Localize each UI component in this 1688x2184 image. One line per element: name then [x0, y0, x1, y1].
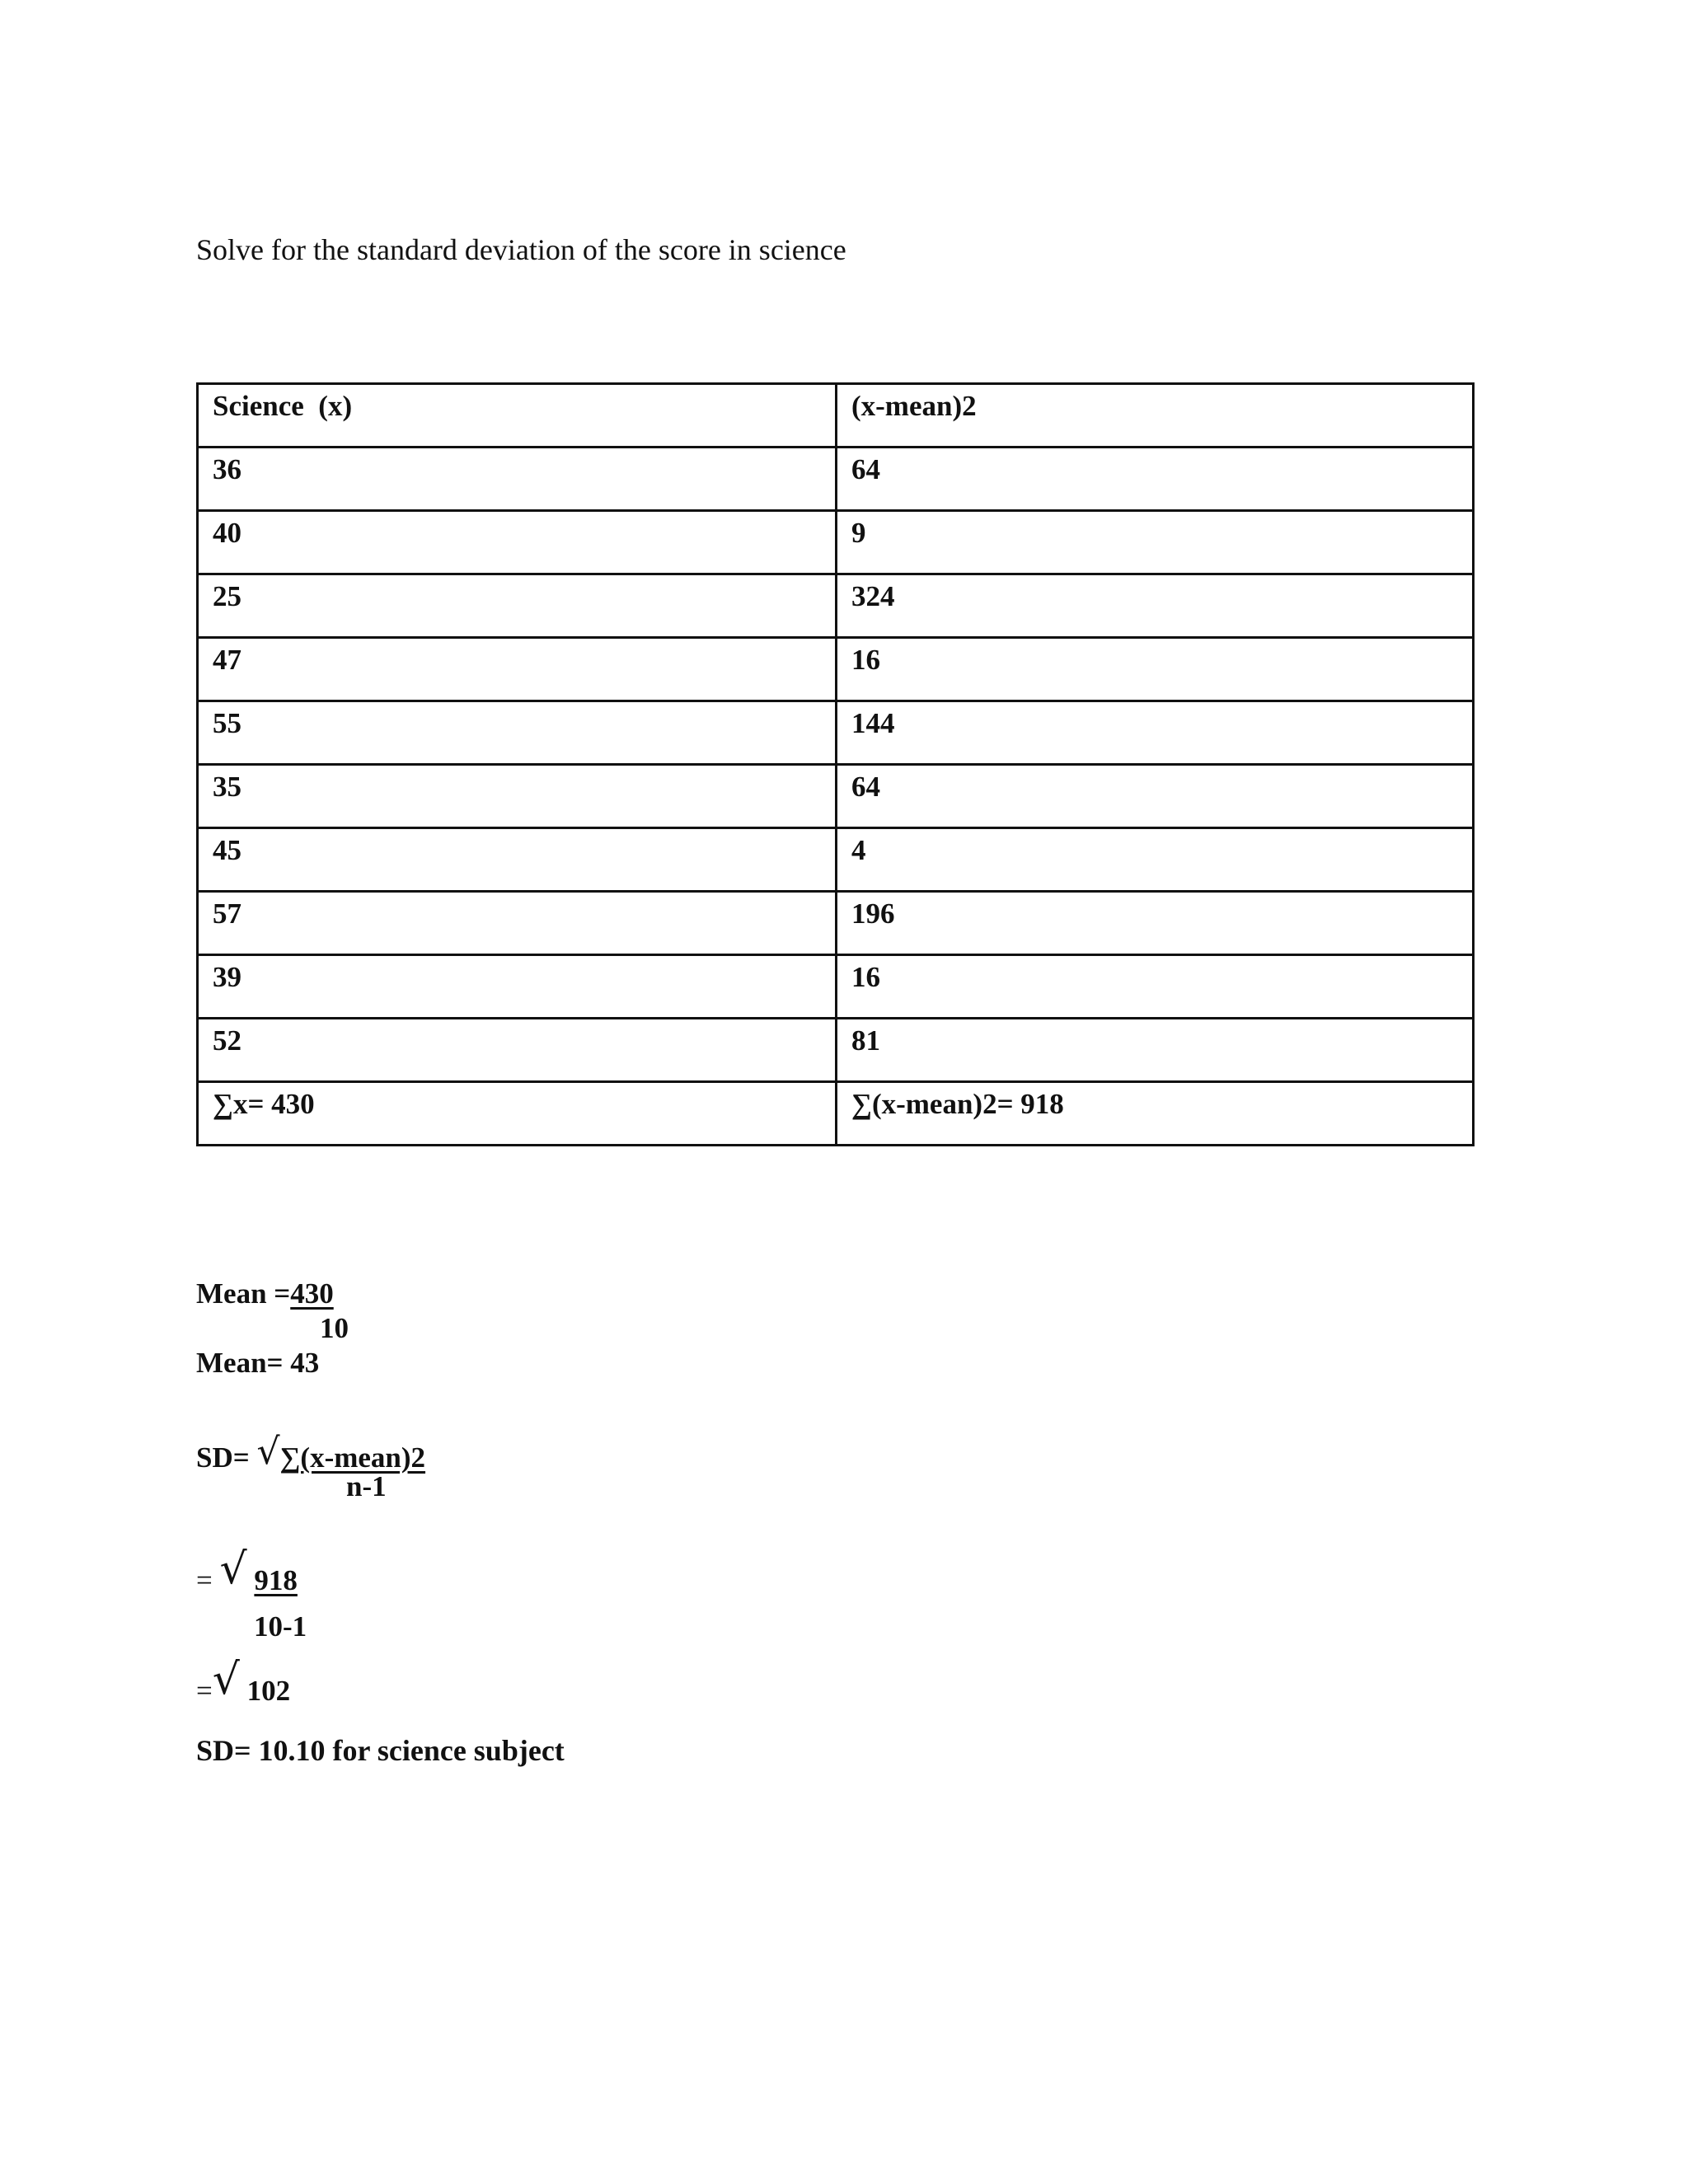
table-cell: 40 [198, 511, 837, 574]
table-cell: 64 [837, 765, 1474, 828]
table-row [198, 892, 1474, 955]
table-cell: 55 [198, 701, 837, 765]
table-row [198, 448, 1474, 511]
table-cell: 144 [837, 701, 1474, 765]
sum-x-cell: ∑x= 430 [198, 1082, 837, 1146]
table-row [198, 638, 1474, 701]
step2-equals: = [196, 1675, 213, 1707]
sd-label: SD= [196, 1441, 250, 1474]
sum-deviation-cell: ∑(x-mean)2= 918 [837, 1082, 1474, 1146]
sd-result: SD= 10.10 for science subject [196, 1734, 565, 1767]
step2-value: 102 [246, 1675, 291, 1707]
table-cell: 35 [198, 765, 837, 828]
table-header-row [198, 384, 1474, 448]
table-cell: 45 [198, 828, 837, 892]
mean-formula [196, 1279, 334, 1308]
step1-numerator: 918 [254, 1564, 298, 1596]
step1-equals: = [196, 1564, 213, 1596]
table-cell: 4 [837, 828, 1474, 892]
sd-denominator: n-1 [346, 1470, 387, 1502]
header-cell-x: Science (x) [198, 384, 837, 448]
table-row [198, 828, 1474, 892]
table-cell: 25 [198, 574, 837, 638]
table-row [198, 1019, 1474, 1082]
table-cell: 64 [837, 448, 1474, 511]
science-table [196, 382, 1475, 1146]
table-cell: 52 [198, 1019, 837, 1082]
square-root-icon: √ [212, 1655, 240, 1704]
table-row [198, 511, 1474, 574]
mean-result: Mean= 43 [196, 1347, 320, 1379]
sd-numerator: ∑(x-mean)2 [279, 1441, 426, 1474]
step1-denominator: 10-1 [254, 1610, 307, 1643]
table-cell: 81 [837, 1019, 1474, 1082]
step1-formula [196, 1544, 298, 1597]
table-row [198, 701, 1474, 765]
square-root-icon: √ [256, 1431, 280, 1473]
mean-numerator: 430 [290, 1277, 334, 1310]
table-row [198, 574, 1474, 638]
table-cell: 16 [837, 955, 1474, 1019]
step2-formula [196, 1655, 291, 1708]
sd-formula [196, 1431, 426, 1474]
table-cell: 9 [837, 511, 1474, 574]
mean-label: Mean = [196, 1277, 291, 1310]
table-row [198, 765, 1474, 828]
mean-denominator: 10 [320, 1312, 349, 1344]
table-cell: 39 [198, 955, 837, 1019]
header-cell-deviation: (x-mean)2 [837, 384, 1474, 448]
table-cell: 47 [198, 638, 837, 701]
table-cell: 16 [837, 638, 1474, 701]
table-totals-row [198, 1082, 1474, 1146]
intro-text: Solve for the standard deviation of the score in science [196, 233, 846, 266]
table-cell: 57 [198, 892, 837, 955]
table-cell: 196 [837, 892, 1474, 955]
table-row [198, 955, 1474, 1019]
square-root-icon: √ [219, 1544, 247, 1594]
table-cell: 36 [198, 448, 837, 511]
table-cell: 324 [837, 574, 1474, 638]
